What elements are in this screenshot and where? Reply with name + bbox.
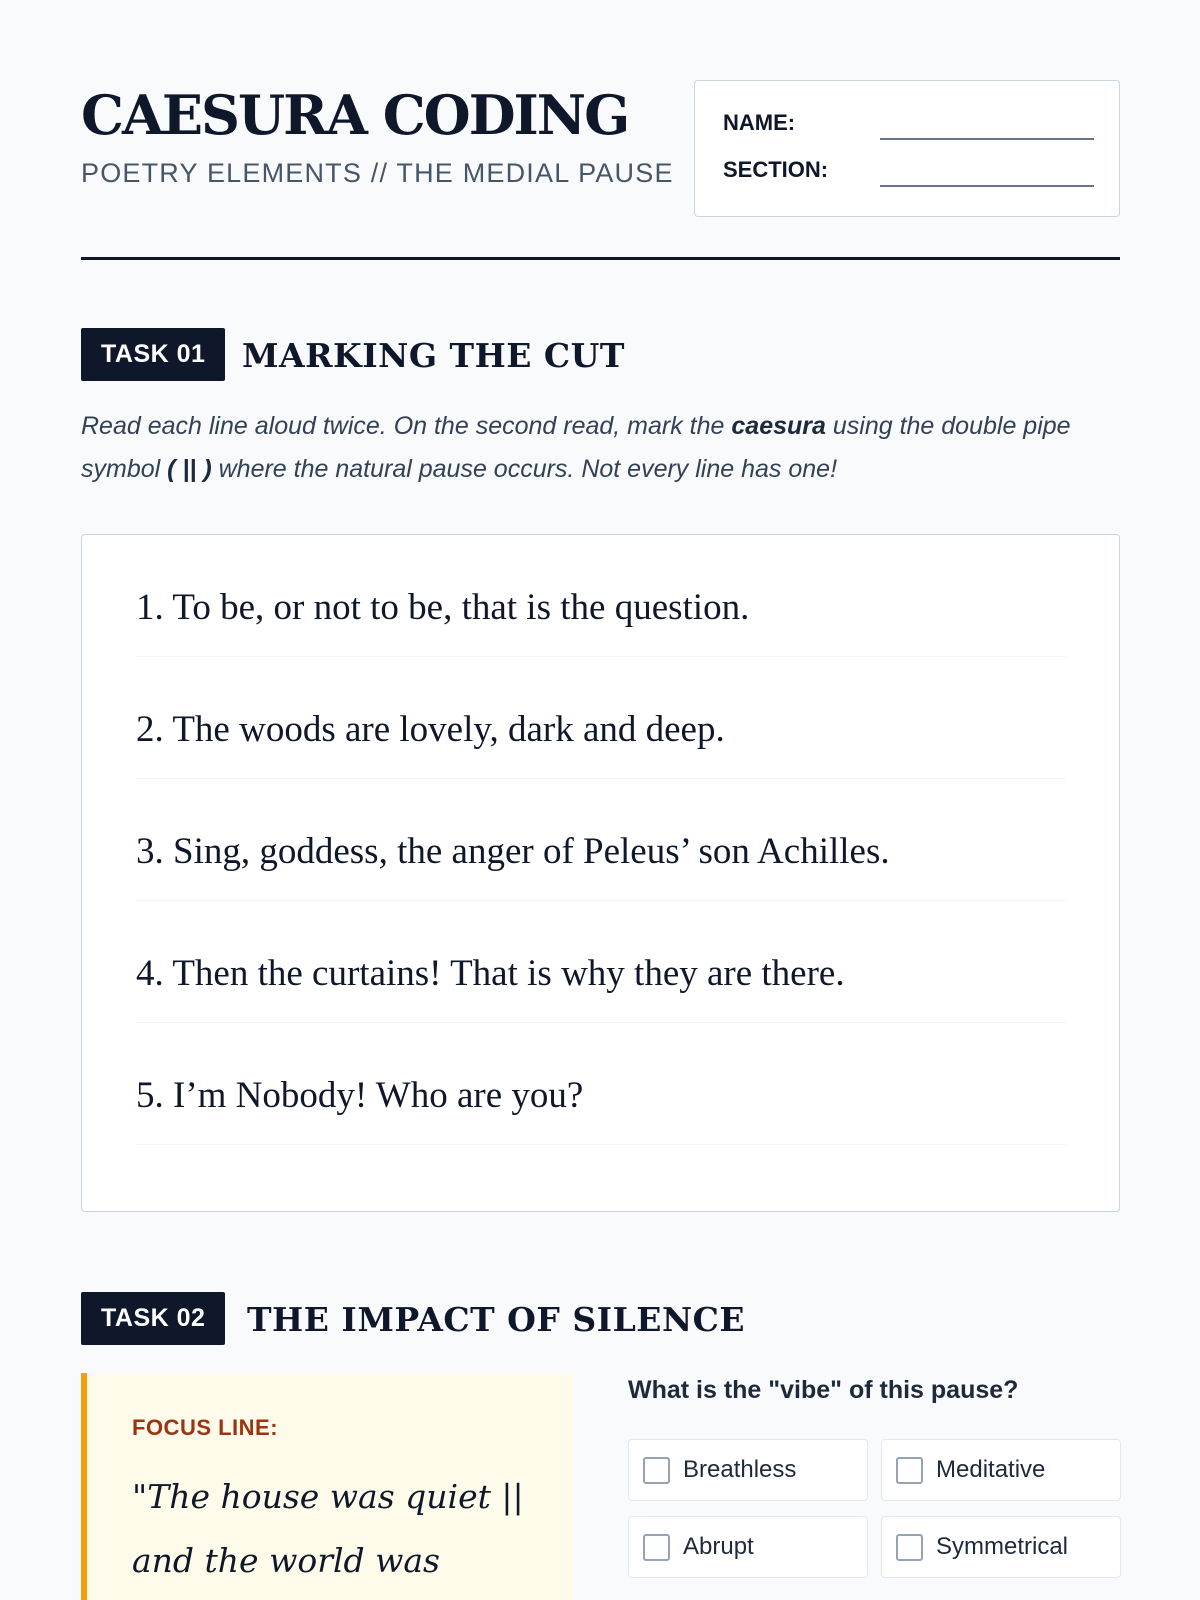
focus-quote-line-2: and the world was: [132, 1541, 440, 1580]
page-subtitle: POETRY ELEMENTS // THE MEDIAL PAUSE: [81, 158, 674, 188]
task-02-heading: [81, 1292, 1120, 1346]
worksheet-header: [81, 80, 1120, 260]
option-label: Abrupt: [683, 1533, 754, 1560]
instructions-symbol: ( || ): [167, 455, 212, 483]
name-row: [723, 110, 1095, 140]
poetry-line-5[interactable]: 5. I’m Nobody! Who are you?: [136, 1023, 1066, 1145]
checkbox-icon[interactable]: [643, 1457, 670, 1484]
instructions-text-2: using the double pipe symbol: [81, 412, 1071, 483]
header-divider: [81, 257, 1120, 260]
task-01-heading: [81, 328, 1120, 382]
option-label: Breathless: [683, 1456, 797, 1483]
focus-line-quote: [132, 1465, 552, 1593]
task-02-badge: TASK 02: [81, 1292, 225, 1345]
task-01-badge: TASK 01: [81, 328, 225, 381]
checkbox-icon[interactable]: [643, 1534, 670, 1561]
option-symmetrical[interactable]: [881, 1516, 1121, 1578]
section-label: SECTION:: [723, 157, 829, 182]
focus-quote-line-1: "The house was quiet ||: [132, 1477, 524, 1516]
name-field[interactable]: [880, 138, 1094, 140]
instructions-text-1: Read each line aloud twice. On the second read, mark the: [81, 412, 732, 440]
poetry-line-1[interactable]: 1. To be, or not to be, that is the question.: [136, 535, 1066, 657]
option-breathless[interactable]: [628, 1439, 868, 1501]
instructions-keyword: caesura: [731, 412, 826, 440]
section-row: [723, 157, 1095, 187]
poetry-line-3[interactable]: 3. Sing, goddess, the anger of Peleus’ son Achilles.: [136, 779, 1066, 901]
poetry-line-2[interactable]: 2. The woods are lovely, dark and deep.: [136, 657, 1066, 779]
poetry-lines-card: [81, 534, 1120, 1212]
option-meditative[interactable]: [881, 1439, 1121, 1501]
vibe-question: What is the "vibe" of this pause?: [628, 1376, 1019, 1404]
checkbox-icon[interactable]: [896, 1457, 923, 1484]
option-label: Meditative: [936, 1456, 1046, 1483]
focus-line-card: [81, 1373, 573, 1600]
student-info-box: [694, 80, 1120, 217]
section-field[interactable]: [880, 185, 1094, 187]
task-01-title: MARKING THE CUT: [242, 336, 625, 375]
option-abrupt[interactable]: [628, 1516, 868, 1578]
instructions-text-3: where the natural pause occurs. Not every line has one!: [211, 455, 838, 483]
task-01-instructions: [81, 405, 1120, 491]
task-02-title: THE IMPACT OF SILENCE: [247, 1300, 746, 1339]
focus-line-label: FOCUS LINE:: [132, 1415, 279, 1440]
page-title: CAESURA CODING: [81, 83, 629, 147]
poetry-line-4[interactable]: 4. Then the curtains! That is why they are there.: [136, 901, 1066, 1023]
name-label: NAME:: [723, 110, 796, 135]
checkbox-icon[interactable]: [896, 1534, 923, 1561]
option-label: Symmetrical: [936, 1533, 1069, 1560]
